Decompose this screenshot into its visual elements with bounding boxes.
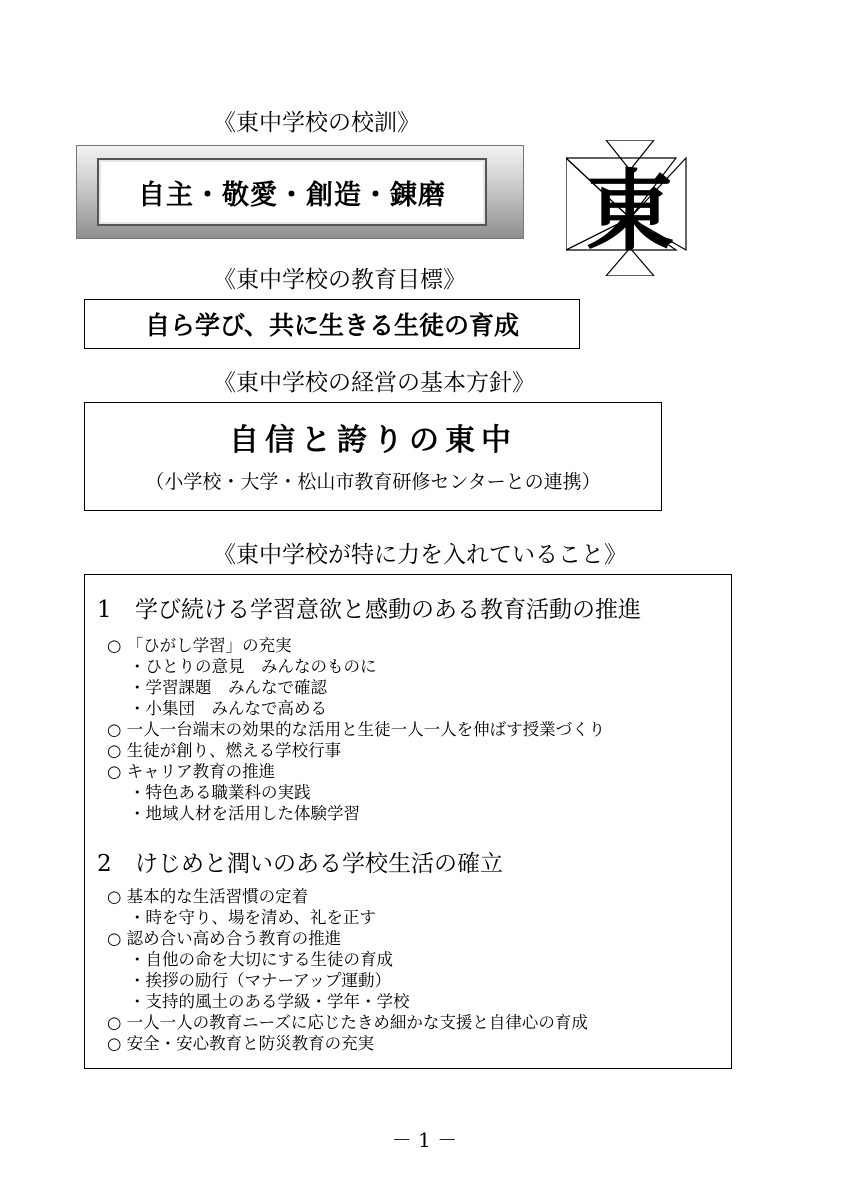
list-item: ・自他の命を大切にする生徒の育成 xyxy=(129,950,393,969)
policy-sub: （小学校・大学・松山市教育研修センターとの連携） xyxy=(145,471,601,493)
list-item: ○ 「ひがし学習」の充実 xyxy=(107,636,292,655)
section-1-title xyxy=(97,591,641,624)
list-item: ・特色ある職業科の実践 xyxy=(129,783,311,802)
section-title-text: 学び続ける学習意欲と感動のある教育活動の推進 xyxy=(135,597,641,623)
list-item: ・支持的風土のある学級・学年・学校 xyxy=(129,992,410,1011)
policy-box xyxy=(84,402,662,511)
school-emblem-icon xyxy=(566,140,694,276)
list-item: ○ 一人一人の教育ニーズに応じたきめ細かな支援と自律心の育成 xyxy=(107,1013,588,1032)
list-item: ・挨拶の励行（マナーアップ運動） xyxy=(129,971,392,990)
list-item: ○ 一人一台端末の効果的な活用と生徒一人一人を伸ばす授業づくり xyxy=(107,720,606,739)
section-2-title xyxy=(97,845,503,878)
list-item: ・学習課題 みんなで確認 xyxy=(129,678,327,697)
list-item: ・ひとりの意見 みんなのものに xyxy=(129,657,377,676)
list-item: ○ 認め合い高め合う教育の推進 xyxy=(107,929,342,948)
section-number: 2 xyxy=(97,851,112,877)
emblem-char: 東 xyxy=(585,160,675,263)
list-item: ・地域人材を活用した体験学習 xyxy=(129,804,360,823)
list-item: ・時を守り、場を清め、礼を正す xyxy=(129,908,376,927)
goal-heading: 《東中学校の教育目標》 xyxy=(213,267,466,293)
motto-heading: 《東中学校の校訓》 xyxy=(213,110,420,136)
page-number: － 1 － xyxy=(391,1128,458,1152)
policy-main: 自信と誇りの東中 xyxy=(229,423,517,458)
motto-plate xyxy=(76,145,524,239)
motto-text: 自主・敬愛・創造・錬磨 xyxy=(138,179,446,211)
focus-heading: 《東中学校が特に力を入れていること》 xyxy=(213,542,627,568)
section-number: 1 xyxy=(97,597,112,623)
list-item: ○ 生徒が創り、燃える学校行事 xyxy=(107,741,342,760)
motto-frame xyxy=(97,158,487,226)
goal-text: 自ら学び、共に生きる生徒の育成 xyxy=(144,311,519,340)
policy-heading: 《東中学校の経営の基本方針》 xyxy=(213,370,535,396)
goal-box xyxy=(84,299,580,349)
focus-box xyxy=(84,574,732,1069)
section-title-text: けじめと潤いのある学校生活の確立 xyxy=(135,851,503,877)
list-item: ○ 基本的な生活習慣の定着 xyxy=(107,887,309,906)
list-item: ○ キャリア教育の推進 xyxy=(107,762,276,781)
list-item: ・小集団 みんなで高める xyxy=(129,699,327,718)
list-item: ○ 安全・安心教育と防災教育の充実 xyxy=(107,1034,375,1053)
